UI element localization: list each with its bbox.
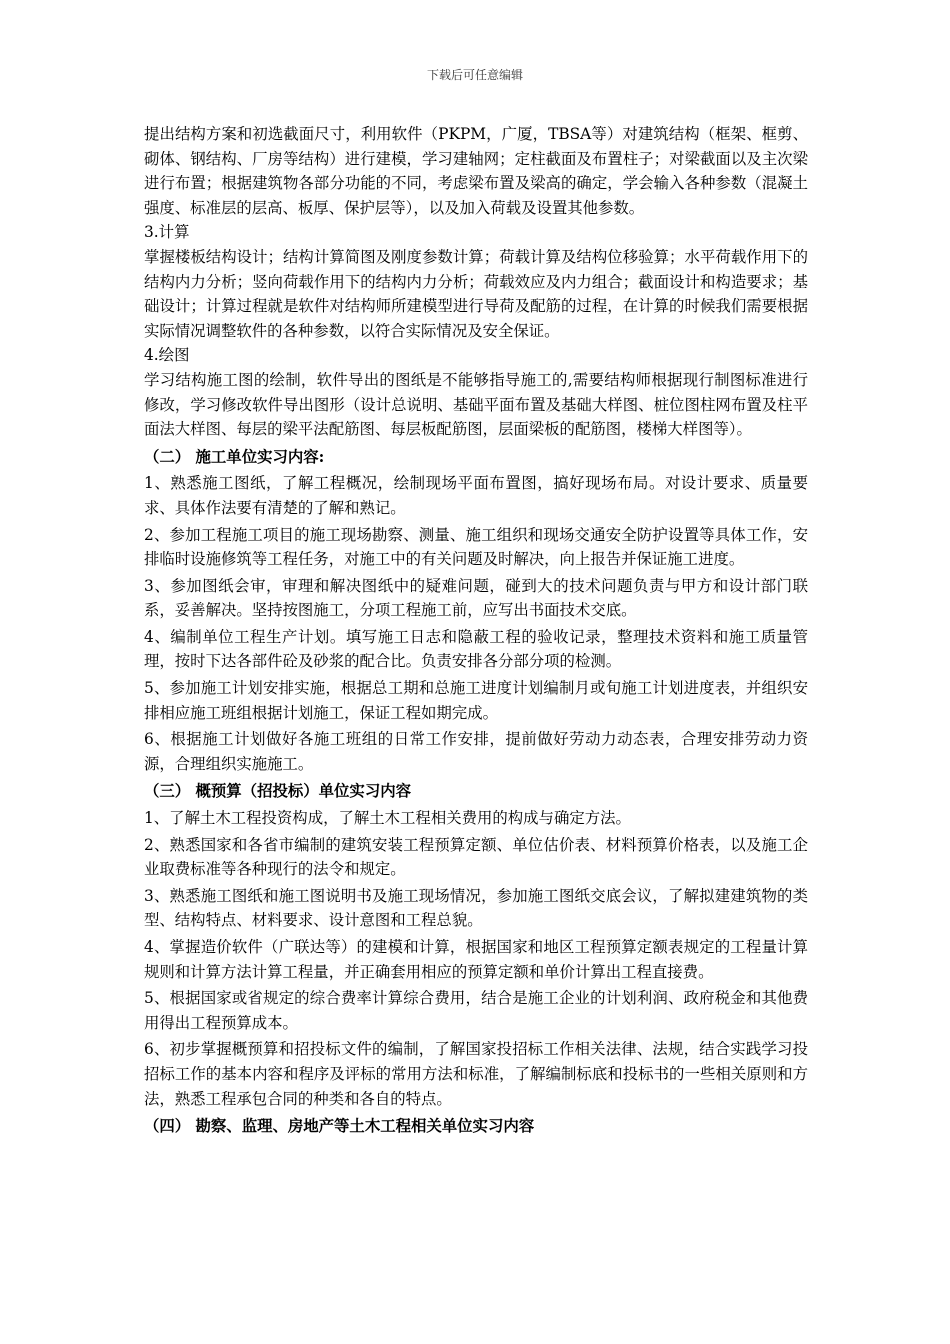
document-body <box>144 122 808 1140</box>
list-item: 2、参加工程施工项目的施工现场勘察、测量、施工组织和现场交通安全防护设置等具体工作，安排临时设施修筑等工程任务，对施工中的有关问题及时解决，向上报告并保证施工进度。 <box>144 525 808 569</box>
list-item: 3、熟悉施工图纸和施工图说明书及施工现场情况，参加施工图纸交底会议，了解拟建建筑物的类型、结构特点、材料要求、设计意图和工程总貌。 <box>144 886 808 930</box>
page-header: 下载后可任意编辑 <box>426 68 523 82</box>
list-item: 6、根据施工计划做好各施工班组的日常工作安排，提前做好劳动力动态表，合理安排劳动力资源，合理组织实施施工。 <box>144 730 808 773</box>
section-heading-construction: （二） 施工单位实习内容: <box>144 447 325 466</box>
list-item: 6、初步掌握概预算和招投标文件的编制，了解国家投招标工作相关法律、法规，结合实践学习投招标工作的基本内容和程序及评标的常用方法和标准，了解编制标底和投标书的一些相关原则和方法，熟悉工程承包合同的种类和各自的特点。 <box>144 1040 808 1108</box>
list-item: 5、参加施工计划安排实施，根据总工期和总施工进度计划编制月或旬施工计划进度表，并组织安排相应施工班组根据计划施工，保证工程如期完成。 <box>144 679 808 722</box>
list-item: 5、根据国家或省规定的综合费率计算综合费用，结合是施工企业的计划利润、政府税金和其他费用得出工程预算成本。 <box>144 989 808 1032</box>
list-item: 3、参加图纸会审，审理和解决图纸中的疑难问题，碰到大的技术问题负责与甲方和设计部门联系，妥善解决。坚持按图施工，分项工程施工前，应写出书面技术交底。 <box>144 576 808 620</box>
section-heading-budget: （三） 概预算（招投标）单位实习内容 <box>144 782 411 801</box>
paragraph-drawing: 学习结构施工图的绘制，软件导出的图纸是不能够指导施工的,需要结构师根据现行制图标准进行修改，学习修改软件导出图形（设计总说明、基础平面布置及基础大样图、桩位图柱网布置及柱平面法大样图、每层的梁平法配筋图、每层板配筋图，层面梁板的配筋图，楼梯大样图等）。 <box>144 370 808 439</box>
paragraph-calculation: 掌握楼板结构设计；结构计算简图及刚度参数计算；荷载计算及结构位移验算；水平荷载作用下的结构内力分析；竖向荷载作用下的结构内力分析；荷载效应及内力组合；截面设计和构造要求；基础设计；计算过程就是软件对结构师所建模型进行导荷及配筋的过程，在计算的时候我们需要根据实际情况调整软件的各种参数，以符合实际情况及安全保证。 <box>144 247 808 340</box>
list-item: 4、掌握造价软件（广联达等）的建模和计算，根据国家和地区工程预算定额表规定的工程量计算规则和计算方法计算工程量，并正确套用相应的预算定额和单价计算出工程直接费。 <box>144 938 808 981</box>
list-item: 2、熟悉国家和各省市编制的建筑安装工程预算定额、单位估价表、材料预算价格表，以及施工企业取费标准等各种现行的法令和规定。 <box>144 835 808 879</box>
list-item: 4、编制单位工程生产计划。填写施工日志和隐蔽工程的验收记录，整理技术资料和施工质量管理，按时下达各部件砼及砂浆的配合比。负责安排各分部分项的检测。 <box>144 627 808 671</box>
section-heading-survey: （四） 勘察、监理、房地产等土木工程相关单位实习内容 <box>144 1117 535 1136</box>
subsection-label-calculation: 3.计算 <box>144 223 190 242</box>
list-item: 1、熟悉施工图纸，了解工程概况，绘制现场平面布置图，搞好现场布局。对设计要求、质量要求、具体作法要有清楚的了解和熟记。 <box>144 474 808 517</box>
paragraph-modeling: 提出结构方案和初选截面尺寸，利用软件（PKPM，广厦，TBSA等）对建筑结构（框架、框剪、砌体、钢结构、厂房等结构）进行建模，学习建轴网；定柱截面及布置柱子；对梁截面以及主次梁进行布置；根据建筑物各部分功能的不同，考虑梁布置及梁高的确定，学会输入各种参数（混凝土强度、标准层的层高、板厚、保护层等），以及加入荷载及设置其他参数。 <box>144 125 808 217</box>
list-item: 1、了解土木工程投资构成，了解土木工程相关费用的构成与确定方法。 <box>144 809 631 828</box>
subsection-label-drawing: 4.绘图 <box>144 346 190 365</box>
